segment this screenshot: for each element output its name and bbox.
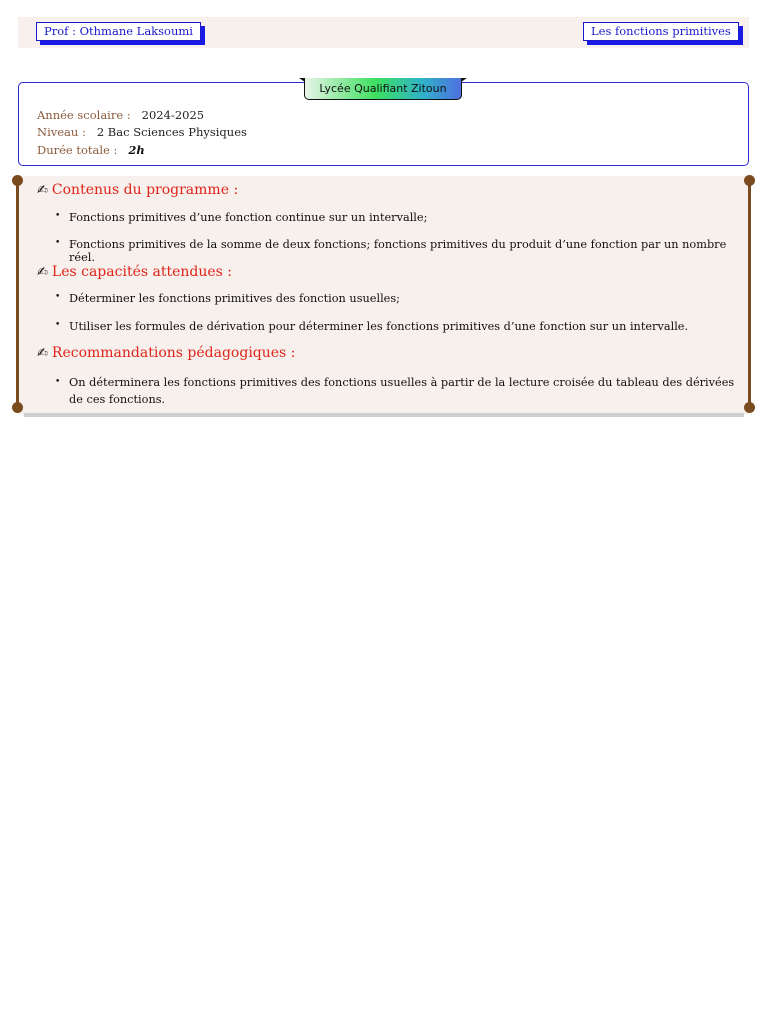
duration-label: Durée totale : <box>37 143 118 157</box>
duration-line <box>37 143 145 157</box>
level-line <box>37 125 247 139</box>
writing-hand-icon: ✍ <box>37 346 48 361</box>
author-tag: Prof : Othmane Laksoumi <box>36 22 201 41</box>
left-rail <box>16 180 19 408</box>
rail-dot <box>744 402 755 413</box>
level-value: 2 Bac Sciences Physiques <box>96 125 247 139</box>
list-item: • Utiliser les formules de dérivation pour déterminer les fonctions primitives d’une fonction sur un intervalle. <box>55 320 745 333</box>
level-label: Niveau : <box>37 125 86 139</box>
list-item: • Déterminer les fonctions primitives des fonction usuelles; <box>55 292 735 305</box>
section-title-capacites: ✍ Les capacités attendues : <box>37 264 232 280</box>
rail-dot <box>12 175 23 186</box>
list-item: • Fonctions primitives de la somme de deux fonctions; fonctions primitives du produit d’une fonction par un nombre réel. <box>55 238 745 264</box>
section-title-contenus: ✍ Contenus du programme : <box>37 182 239 198</box>
chapter-tag: Les fonctions primitives <box>583 22 739 41</box>
year-line <box>37 108 204 122</box>
rail-dot <box>12 402 23 413</box>
writing-hand-icon: ✍ <box>37 183 48 198</box>
list-item: • Fonctions primitives d’une fonction continue sur un intervalle; <box>55 211 735 224</box>
section-title-recommandations: ✍ Recommandations pédagogiques : <box>37 345 296 361</box>
right-rail <box>748 180 751 408</box>
year-label: Année scolaire : <box>37 108 131 122</box>
year-value: 2024-2025 <box>141 108 205 122</box>
writing-hand-icon: ✍ <box>37 265 48 280</box>
school-name-tab: Lycée Qualifiant Zitoun <box>304 78 462 100</box>
panel-shadow <box>24 413 744 417</box>
list-item: • On déterminera les fonctions primitives des fonctions usuelles à partir de la lecture croisée du tableau des dérivées de ces fonctions. <box>55 374 745 408</box>
duration-value: 2h <box>128 143 145 157</box>
rail-dot <box>744 175 755 186</box>
